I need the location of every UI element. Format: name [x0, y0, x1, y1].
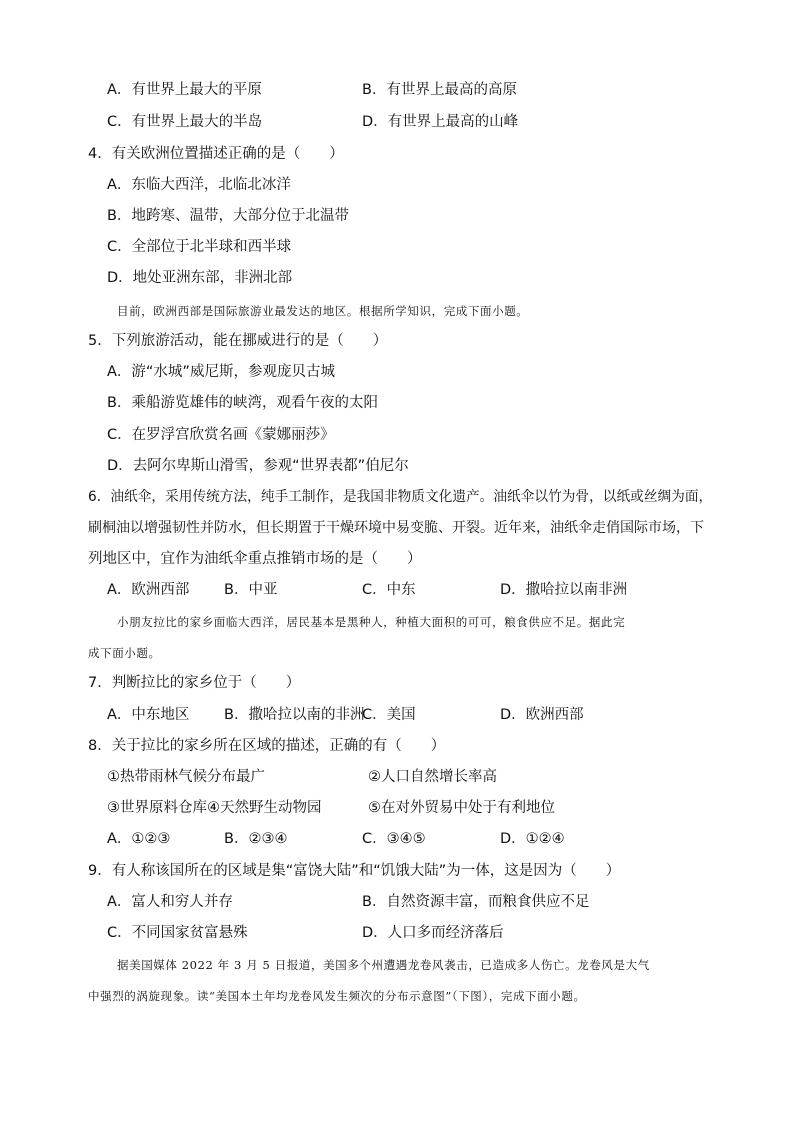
q7-option-d: D．欧洲西部 [500, 707, 584, 723]
q4-option-c: C．全部位于北半球和西半球 [107, 239, 292, 255]
q8-item-2: ②人口自然增长率高 [368, 769, 497, 785]
q9-option-d: D．人口多而经济落后 [362, 925, 504, 941]
q6-option-c: C．中东 [362, 582, 416, 598]
q8-option-b: B．②③④ [224, 831, 288, 847]
material-3-line-1: 据美国媒体 2022 年 3 月 5 日报道，美国多个州遭遇龙卷风袭击，已造成多人伤亡。龙卷风是大气 [117, 958, 650, 972]
q8-option-c: C．③④⑤ [362, 831, 426, 847]
q7-stem: 7．判断拉比的家乡位于（ ） [88, 675, 301, 691]
q3-option-d: D．有世界上最高的山峰 [362, 114, 519, 130]
q4-stem: 4．有关欧洲位置描述正确的是（ ） [88, 146, 344, 162]
q5-option-a: A．游“水城”威尼斯，参观庞贝古城 [107, 364, 335, 380]
q8-stem: 8．关于拉比的家乡所在区域的描述，正确的有（ ） [88, 738, 446, 754]
q6-option-d: D．撒哈拉以南非洲 [500, 582, 628, 598]
q8-item-1: ①热带雨林气候分布最广 [107, 769, 265, 785]
q4-option-a: A．东临大西洋，北临北冰洋 [107, 177, 291, 193]
q8-item-5: ⑤在对外贸易中处于有利地位 [368, 800, 555, 816]
q6-stem-line-3: 列地区中，宜作为油纸伞重点推销市场的是（ ） [88, 551, 422, 567]
material-3-line-2: 中强烈的涡旋现象。读“美国本土年均龙卷风发生频次的分布示意图”（下图），完成下面小题。 [88, 989, 586, 1003]
q6-option-b: B．中亚 [224, 582, 278, 598]
material-1: 目前，欧洲西部是国际旅游业最发达的地区。根据所学知识，完成下面小题。 [117, 304, 529, 318]
q4-option-b: B．地跨寒、温带，大部分位于北温带 [107, 208, 349, 224]
q5-option-d: D．去阿尔卑斯山滑雪，参观“世界表都”伯尼尔 [107, 458, 409, 474]
q3-option-c: C．有世界上最大的半岛 [107, 114, 263, 130]
q9-option-b: B．自然资源丰富，而粮食供应不足 [362, 894, 590, 910]
q7-option-a: A．中东地区 [107, 707, 190, 723]
q5-stem: 5．下列旅游活动，能在挪威进行的是（ ） [88, 333, 388, 349]
q4-option-d: D．地处亚洲东部，非洲北部 [107, 270, 293, 286]
q8-option-d: D．①②④ [500, 831, 565, 847]
q9-option-a: A．富人和穷人并存 [107, 894, 233, 910]
q7-option-b: B．撒哈拉以南的非洲 [224, 707, 365, 723]
q3-option-a: A．有世界上最大的平原 [107, 82, 262, 98]
q6-stem-line-1: 6．油纸伞，采用传统方法，纯手工制作，是我国非物质文化遗产。油纸伞以竹为骨，以纸或丝绸为面， [88, 489, 713, 505]
q8-option-a: A．①②③ [107, 831, 171, 847]
q6-stem-line-2: 刷桐油以增强韧性并防水，但长期置于干燥环境中易变脆、开裂。近年来，油纸伞走俏国际市场，下 [88, 520, 704, 536]
material-2-line-1: 小朋友拉比的家乡面临大西洋，居民基本是黑种人，种植大面积的可可，粮食供应不足。据此完 [117, 615, 626, 629]
q9-option-c: C．不同国家贫富悬殊 [107, 925, 248, 941]
q7-option-c: C．美国 [362, 707, 416, 723]
q9-stem: 9．有人称该国所在的区域是集“富饶大陆”和“饥饿大陆”为一体，这是因为（ ） [88, 863, 621, 879]
q5-option-b: B．乘船游览雄伟的峡湾，观看午夜的太阳 [107, 395, 378, 411]
material-2-line-2: 成下面小题。 [88, 646, 161, 660]
q3-option-b: B．有世界上最高的高原 [362, 82, 517, 98]
q8-item-3-4: ③世界原料仓库④天然野生动物园 [107, 800, 322, 816]
q5-option-c: C．在罗浮宫欣赏名画《蒙娜丽莎》 [107, 427, 335, 443]
q6-option-a: A．欧洲西部 [107, 582, 190, 598]
